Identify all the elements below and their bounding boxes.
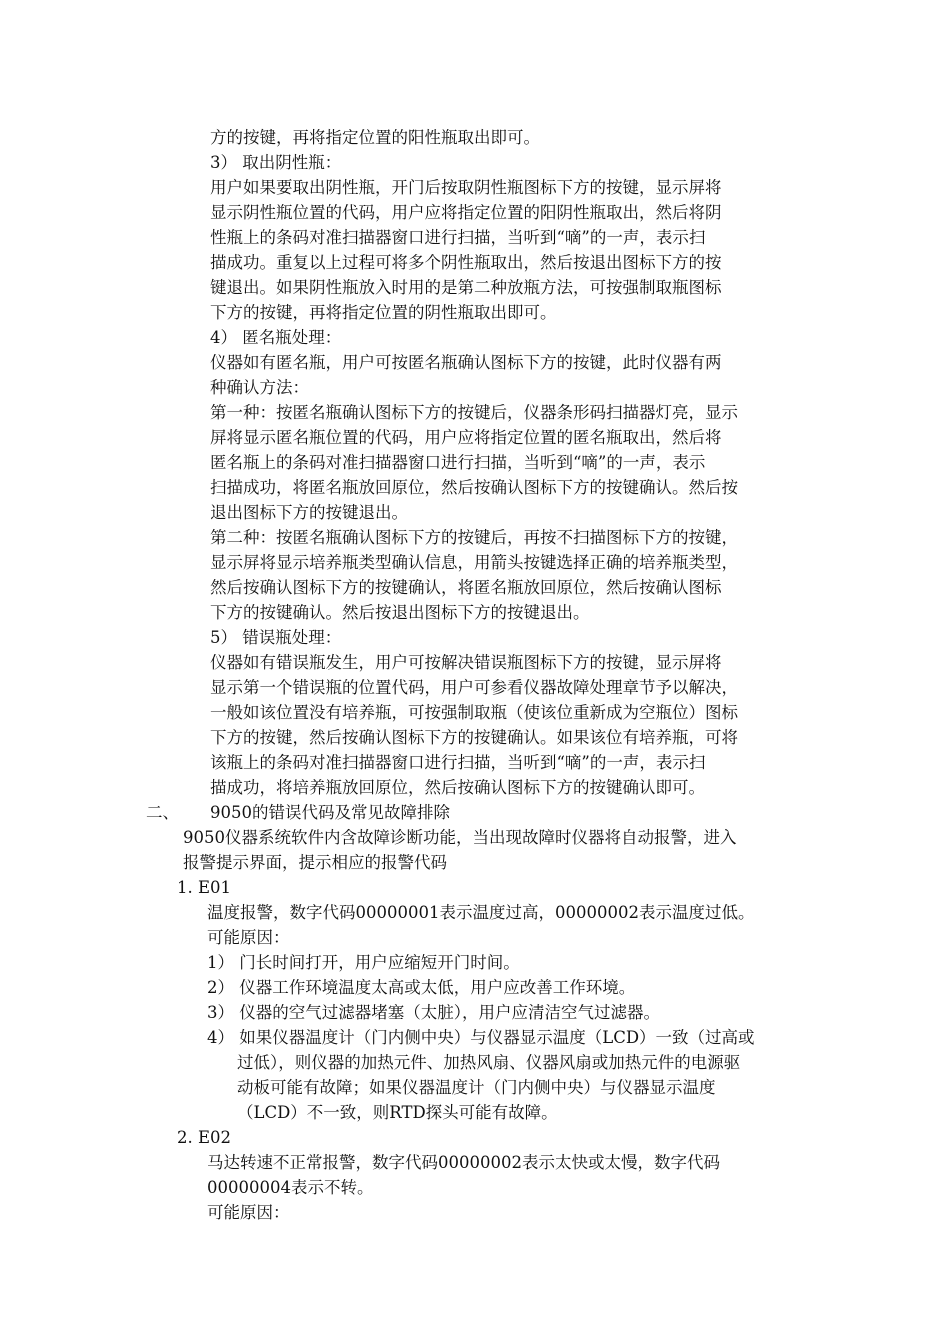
paragraph-line: 该瓶上的条码对准扫描器窗口进行扫描，当听到“嘀”的一声，表示扫 xyxy=(210,753,706,772)
paragraph-line: 第一种：按匿名瓶确认图标下方的按键后，仪器条形码扫描器灯亮，显示 xyxy=(210,403,738,422)
paragraph-line: 键退出。如果阴性瓶放入时用的是第二种放瓶方法，可按强制取瓶图标 xyxy=(210,278,722,297)
error-code-heading-e02: 2. E02 xyxy=(177,1128,232,1147)
item-heading-remove-negative: 3） 取出阴性瓶： xyxy=(210,153,342,172)
item-heading-anonymous-bottle: 4） 匿名瓶处理： xyxy=(210,328,342,347)
paragraph-line: 性瓶上的条码对准扫描器窗口进行扫描，当听到“嘀”的一声，表示扫 xyxy=(210,228,706,247)
paragraph-line: 马达转速不正常报警，数字代码00000002表示太快或太慢，数字代码 xyxy=(207,1153,720,1172)
section-title: 9050的错误代码及常见故障排除 xyxy=(210,803,450,822)
cause-item: 3） 仪器的空气过滤器堵塞（太脏），用户应清洁空气过滤器。 xyxy=(207,1003,660,1022)
paragraph-line: 下方的按键，再将指定位置的阴性瓶取出即可。 xyxy=(210,303,557,322)
paragraph-line: 种确认方法： xyxy=(210,378,309,397)
paragraph-line: 00000004表示不转。 xyxy=(207,1178,374,1197)
cause-item-continued: 动板可能有故障；如果仪器温度计（门内侧中央）与仪器显示温度 xyxy=(237,1078,716,1097)
paragraph-line: 第二种：按匿名瓶确认图标下方的按键后，再按不扫描图标下方的按键， xyxy=(210,528,738,547)
item-heading-error-bottle: 5） 错误瓶处理： xyxy=(210,628,342,647)
paragraph-line: 仪器如有匿名瓶，用户可按匿名瓶确认图标下方的按键，此时仪器有两 xyxy=(210,353,722,372)
cause-item-continued: 过低），则仪器的加热元件、加热风扇、仪器风扇或加热元件的电源驱 xyxy=(237,1053,741,1072)
paragraph-line: 显示第一个错误瓶的位置代码，用户可参看仪器故障处理章节予以解决， xyxy=(210,678,738,697)
paragraph-line: 然后按确认图标下方的按键确认，将匿名瓶放回原位，然后按确认图标 xyxy=(210,578,722,597)
cause-item-continued: （LCD）不一致，则RTD探头可能有故障。 xyxy=(237,1103,558,1122)
paragraph-line: 描成功，将培养瓶放回原位，然后按确认图标下方的按键确认即可。 xyxy=(210,778,705,797)
paragraph-line: 屏将显示匿名瓶位置的代码，用户应将指定位置的匿名瓶取出，然后将 xyxy=(210,428,722,447)
cause-item: 1） 门长时间打开，用户应缩短开门时间。 xyxy=(207,953,520,972)
paragraph-line: 一般如该位置没有培养瓶，可按强制取瓶（使该位重新成为空瓶位）图标 xyxy=(210,703,738,722)
paragraph-line: 扫描成功，将匿名瓶放回原位，然后按确认图标下方的按键确认。然后按 xyxy=(210,478,738,497)
cause-item: 4） 如果仪器温度计（门内侧中央）与仪器显示温度（LCD）一致（过高或 xyxy=(207,1028,755,1047)
paragraph-line: 显示阴性瓶位置的代码，用户应将指定位置的阳阴性瓶取出，然后将阴 xyxy=(210,203,722,222)
error-code-heading-e01: 1. E01 xyxy=(177,878,232,897)
paragraph-line: 显示屏将显示培养瓶类型确认信息，用箭头按键选择正确的培养瓶类型， xyxy=(210,553,738,572)
section-number: 二、 xyxy=(146,803,179,822)
paragraph-line: 方的按键，再将指定位置的阳性瓶取出即可。 xyxy=(210,128,540,147)
paragraph-line: 仪器如有错误瓶发生，用户可按解决错误瓶图标下方的按键，显示屏将 xyxy=(210,653,722,672)
paragraph-line: 报警提示界面，提示相应的报警代码 xyxy=(183,853,447,872)
paragraph-line: 下方的按键确认。然后按退出图标下方的按键退出。 xyxy=(210,603,590,622)
paragraph-line: 温度报警，数字代码00000001表示温度过高，00000002表示温度过低。 xyxy=(207,903,755,922)
paragraph-line: 9050仪器系统软件内含故障诊断功能，当出现故障时仪器将自动报警，进入 xyxy=(183,828,737,847)
paragraph-line: 用户如果要取出阴性瓶，开门后按取阴性瓶图标下方的按键，显示屏将 xyxy=(210,178,722,197)
cause-item: 2） 仪器工作环境温度太高或太低，用户应改善工作环境。 xyxy=(207,978,636,997)
paragraph-line: 描成功。重复以上过程可将多个阴性瓶取出，然后按退出图标下方的按 xyxy=(210,253,722,272)
paragraph-line: 匿名瓶上的条码对准扫描器窗口进行扫描，当听到“嘀”的一声，表示 xyxy=(210,453,706,472)
paragraph-line: 下方的按键，然后按确认图标下方的按键确认。如果该位有培养瓶，可将 xyxy=(210,728,738,747)
causes-label: 可能原因： xyxy=(207,1203,290,1222)
paragraph-line: 退出图标下方的按键退出。 xyxy=(210,503,408,522)
causes-label: 可能原因： xyxy=(207,928,290,947)
